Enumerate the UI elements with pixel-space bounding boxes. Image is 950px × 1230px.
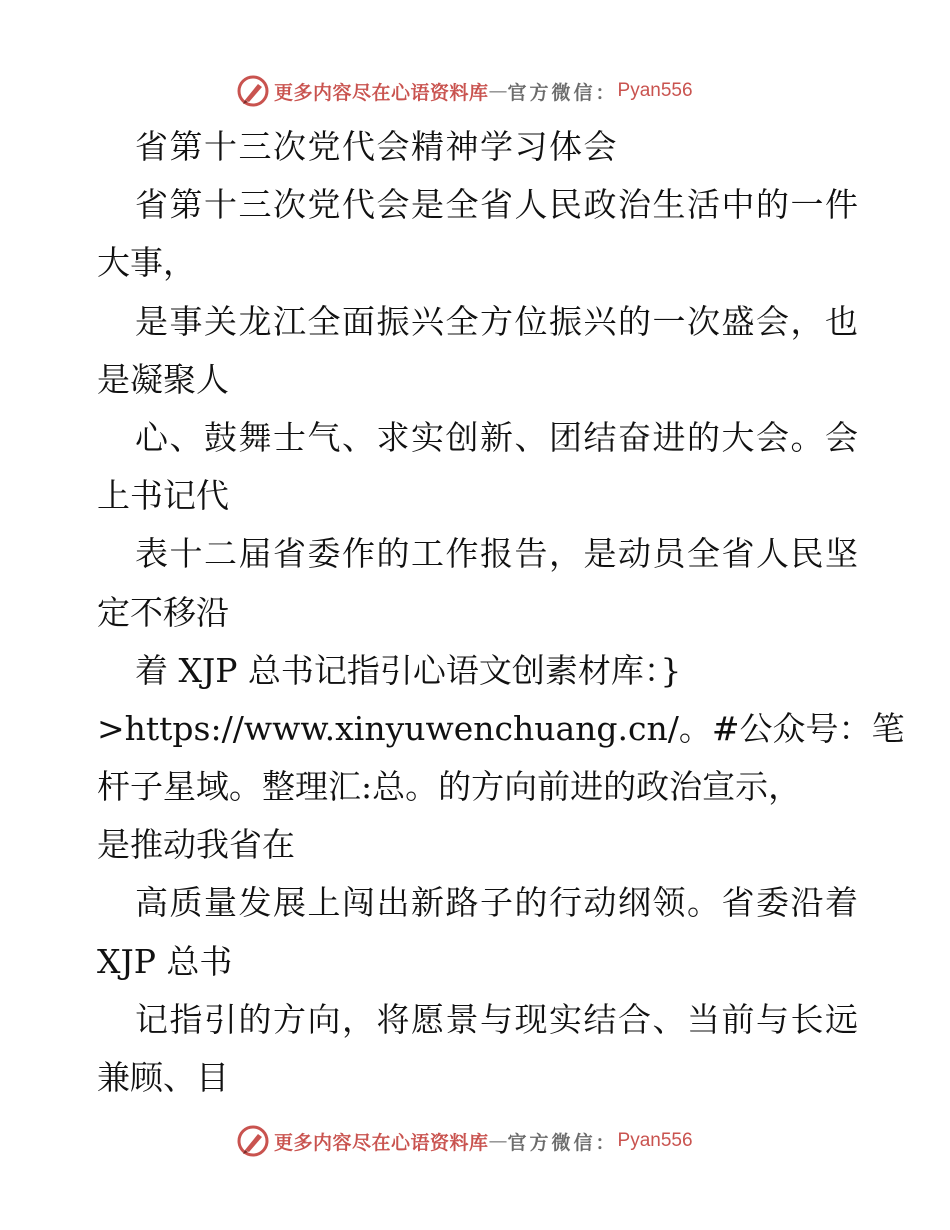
paragraph-line: XJP 总书: [97, 941, 233, 981]
paragraph-line: 记指引的方向，将愿景与现实结合、当前与长远: [135, 999, 860, 1039]
banner-text: 更多内容尽在心语资料库: [274, 81, 489, 104]
banner-wechat-label: 官方微信：: [507, 81, 618, 104]
paragraph-line: 是事关龙江全面振兴全方位振兴的一次盛会，也: [135, 301, 860, 341]
paragraph-line: 高质量发展上闯出新路子的行动纲领。省委沿着: [135, 883, 860, 923]
paragraph-line: 是凝聚人: [97, 359, 229, 399]
paragraph-line: 心、鼓舞士气、求实创新、团结奋进的大会。会: [135, 417, 860, 457]
banner-wechat-label: 官方微信：: [507, 1131, 618, 1154]
paragraph-line: 表十二届省委作的工作报告，是动员全省人民坚: [135, 534, 860, 574]
paragraph-line: 上书记代: [97, 476, 229, 516]
header-banner: [236, 74, 693, 108]
banner-text: 更多内容尽在心语资料库: [274, 1131, 489, 1154]
paragraph-line: 着 XJP 总书记指引心语文创素材库：}: [135, 650, 682, 690]
document-body: [97, 118, 905, 1107]
paragraph-line: 大事，: [97, 243, 196, 283]
banner-wechat-id: Pyan556: [617, 1130, 693, 1151]
paragraph-line: 省第十三次党代会是全省人民政治生活中的一件: [135, 185, 860, 225]
paragraph-line: 定不移沿: [97, 592, 229, 632]
banner-dash: —: [488, 80, 508, 102]
paragraph-line: 杆子星域。整理汇:总。的方向前进的政治宣示，: [97, 767, 802, 807]
paragraph-line: 兼顾、目: [97, 1058, 229, 1097]
paragraph-line: >https://www.xinyuwenchuang.cn/。#公众号：笔: [97, 708, 905, 748]
banner-dash: —: [488, 1130, 508, 1152]
pen-logo-icon: [236, 74, 270, 108]
banner-wechat-id: Pyan556: [617, 80, 693, 101]
pen-logo-icon: [236, 1124, 270, 1158]
footer-banner: [236, 1124, 693, 1158]
document-title: 省第十三次党代会精神学习体会: [135, 127, 618, 166]
paragraph-line: 是推动我省在: [97, 825, 295, 865]
